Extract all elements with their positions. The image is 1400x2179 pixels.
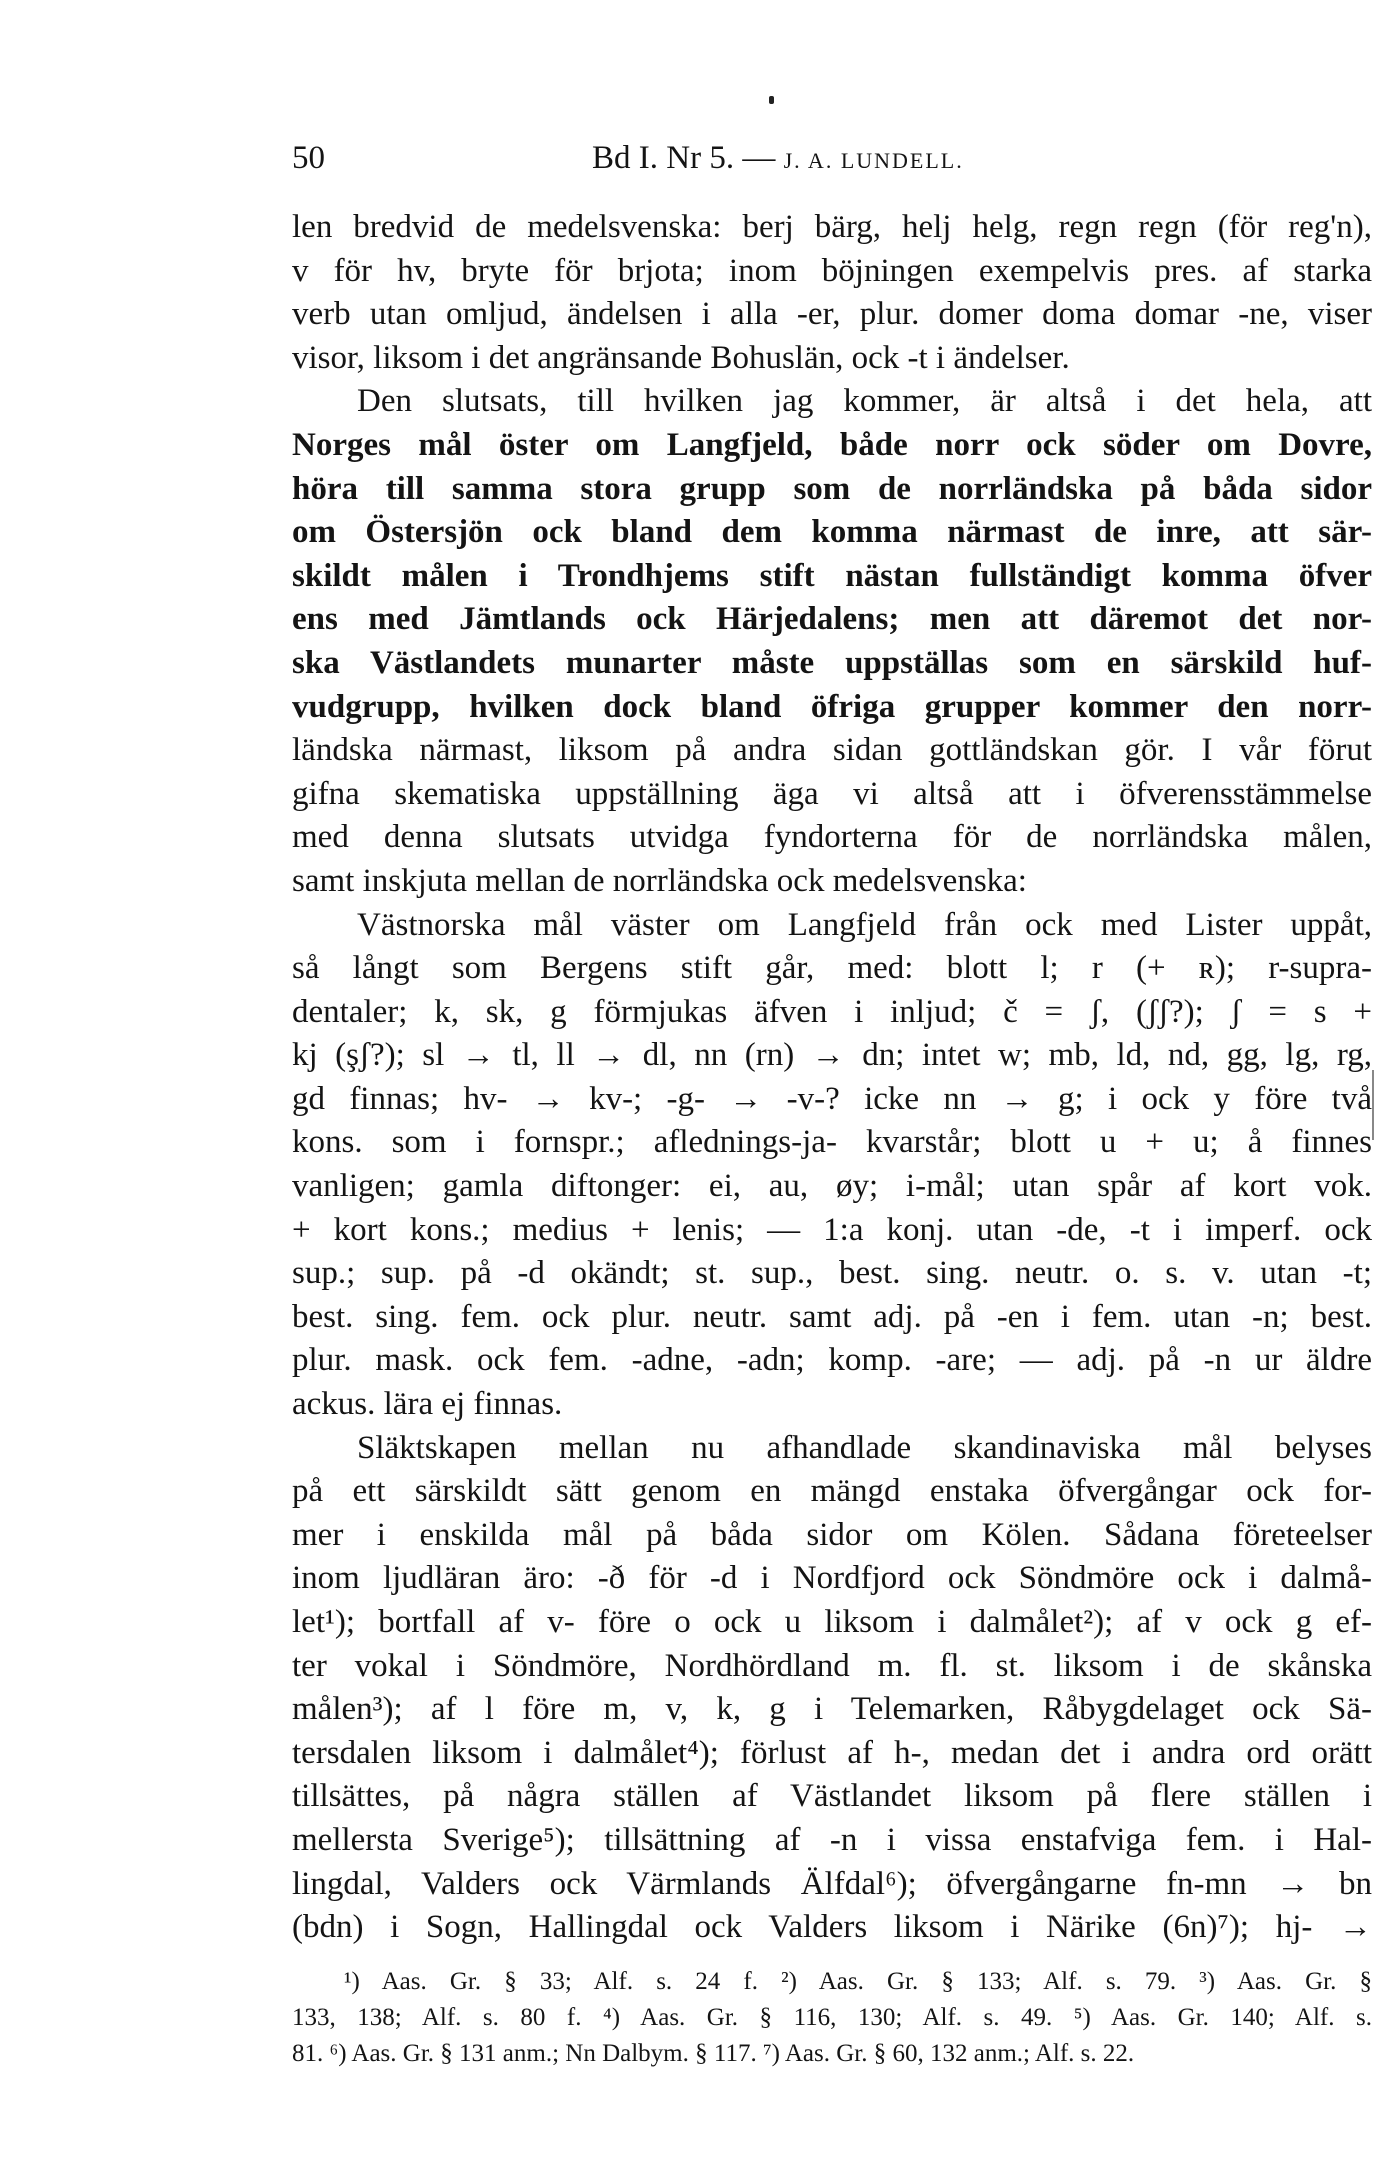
text-line: dentaler; k, sk, g förmjukas äfven i inljud; č = ʃ, (ʃʃ?); ʃ = s + xyxy=(292,993,1372,1030)
running-header xyxy=(292,138,1372,188)
text-line: plur. mask. ock fem. -adne, -adn; komp. -are; — adj. på -n ur äldre xyxy=(292,1342,1372,1379)
text-line: sup.; sup. på -d okändt; st. sup., best. sing. neutr. o. s. v. utan -t; xyxy=(292,1255,1372,1292)
text-line: tillsättes, på några ställen af Västlandet liksom på flere ställen i xyxy=(292,1778,1372,1815)
footnote-line: ¹) Aas. Gr. § 33; Alf. s. 24 f. ²) Aas. Gr. § 133; Alf. s. 79. ³) Aas. Gr. § xyxy=(344,1967,1372,1995)
page-edge-mark xyxy=(1372,1070,1374,1140)
text-line: samt inskjuta mellan de norrländska ock medelsvenska: xyxy=(292,862,1027,899)
footnote-line: 81. ⁶) Aas. Gr. § 131 anm.; Nn Dalbym. § 117. ⁷) Aas. Gr. § 60, 132 anm.; Alf. s. 22. xyxy=(292,2039,1135,2067)
page-number: 50 xyxy=(292,140,325,176)
text-line: målen³); af l före m, v, k, g i Telemarken, Råbygdelaget ock Sä- xyxy=(292,1691,1372,1728)
text-line: på ett särskildt sätt genom en mängd enstaka öfvergångar ock for- xyxy=(292,1473,1372,1510)
text-line: mellersta Sverige⁵); tillsättning af -n i vissa enstafviga fem. i Hal- xyxy=(292,1821,1372,1858)
text-line-bold: ens med Jämtlands ock Härjedalens; men att däremot det nor- xyxy=(292,601,1372,638)
text-line: med denna slutsats utvidga fyndorterna för de norrländska målen, xyxy=(292,819,1372,856)
text-line: ackus. lära ej finnas. xyxy=(292,1386,563,1423)
text-line: ländska närmast, liksom på andra sidan gottländskan gör. I vår förut xyxy=(292,732,1372,769)
text-line: lingdal, Valders ock Värmlands Älfdal⁶); öfvergångarne fn-mn → bn xyxy=(292,1865,1372,1902)
text-line: kj (şʃ?); sl → tl, ll → dl, nn (rn) → dn; intet w; mb, ld, nd, gg, lg, rg, xyxy=(292,1037,1372,1074)
text-line: gifna skematiska uppställning äga vi altså att i öfverensstämmelse xyxy=(292,775,1372,812)
text-line-bold: Norges mål öster om Langfjeld, både norr ock söder om Dovre, xyxy=(292,426,1372,463)
text-line: vanligen; gamla diftonger: ei, au, øy; i-mål; utan spår af kort vok. xyxy=(292,1168,1372,1205)
text-line: + kort kons.; medius + lenis; — 1:a konj. utan -de, -t i imperf. ock xyxy=(292,1211,1372,1248)
body-text xyxy=(292,206,1372,1950)
footnote-line: 133, 138; Alf. s. 80 f. ⁴) Aas. Gr. § 116, 130; Alf. s. 49. ⁵) Aas. Gr. 140; Alf. s. xyxy=(292,2003,1372,2031)
text-line: Den slutsats, till hvilken jag kommer, är altså i det hela, att xyxy=(357,383,1372,420)
author-label: J. A. LUNDELL. xyxy=(783,148,964,173)
text-line-bold: om Östersjön ock bland dem komma närmast de inre, att sär- xyxy=(292,514,1372,551)
document-page xyxy=(292,138,1372,2072)
print-speck xyxy=(769,96,774,104)
text-line: så långt som Bergens stift går, med: blott l; r (+ ʀ); r-supra- xyxy=(292,950,1372,987)
text-line: inom ljudläran äro: -ð för -d i Nordfjord ock Söndmöre ock i dalmå- xyxy=(292,1560,1372,1597)
text-line: gd finnas; hv- → kv-; -g- → -v-? icke nn → g; i ock y före två xyxy=(292,1080,1372,1117)
text-line: Släktskapen mellan nu afhandlade skandinaviska mål belyses xyxy=(357,1429,1372,1466)
text-line: mer i enskilda mål på båda sidor om Kölen. Sådana företeelser xyxy=(292,1516,1372,1553)
text-line-bold: höra till samma stora grupp som de norrländska på båda sidor xyxy=(292,470,1372,507)
text-line: visor, liksom i det angränsande Bohuslän, ock -t i ändelser. xyxy=(292,339,1070,376)
text-line-bold: skildt målen i Trondhjems stift nästan fullständigt komma öfver xyxy=(292,557,1372,594)
text-line: (bdn) i Sogn, Hallingdal ock Valders liksom i Närike (6n)⁷); hj- → xyxy=(292,1909,1372,1946)
text-line: v för hv, bryte för brjota; inom böjningen exempelvis pres. af starka xyxy=(292,252,1372,289)
text-line-bold: ska Västlandets munarter måste uppställas som en särskild huf- xyxy=(292,644,1372,681)
text-line: let¹); bortfall af v- före o ock u liksom i dalmålet²); af v ock g ef- xyxy=(292,1604,1372,1640)
text-line: best. sing. fem. ock plur. neutr. samt adj. på -en i fem. utan -n; best. xyxy=(292,1298,1372,1335)
text-line: len bredvid de medelsvenska: berj bärg, helj helg, regn regn (för reg'n), xyxy=(292,209,1372,245)
text-line: verb utan omljud, ändelsen i alla -er, plur. domer doma domar -ne, viser xyxy=(292,296,1372,333)
running-title xyxy=(592,138,964,181)
text-line: tersdalen liksom i dalmålet⁴); förlust af h-, medan det i andra ord orätt xyxy=(292,1734,1372,1771)
text-line: kons. som i fornspr.; aflednings-ja- kvarstår; blott u + u; å finnes xyxy=(292,1124,1372,1161)
footnotes xyxy=(292,1964,1372,2072)
text-line: Västnorska mål väster om Langfjeld från ock med Lister uppåt, xyxy=(357,906,1372,943)
text-line: ter vokal i Söndmöre, Nordhördland m. fl. st. liksom i de skånska xyxy=(292,1647,1372,1684)
volume-label: Bd I. Nr 5. — xyxy=(592,140,776,176)
text-line-bold: vudgrupp, hvilken dock bland öfriga grupper kommer den norr- xyxy=(292,688,1372,725)
